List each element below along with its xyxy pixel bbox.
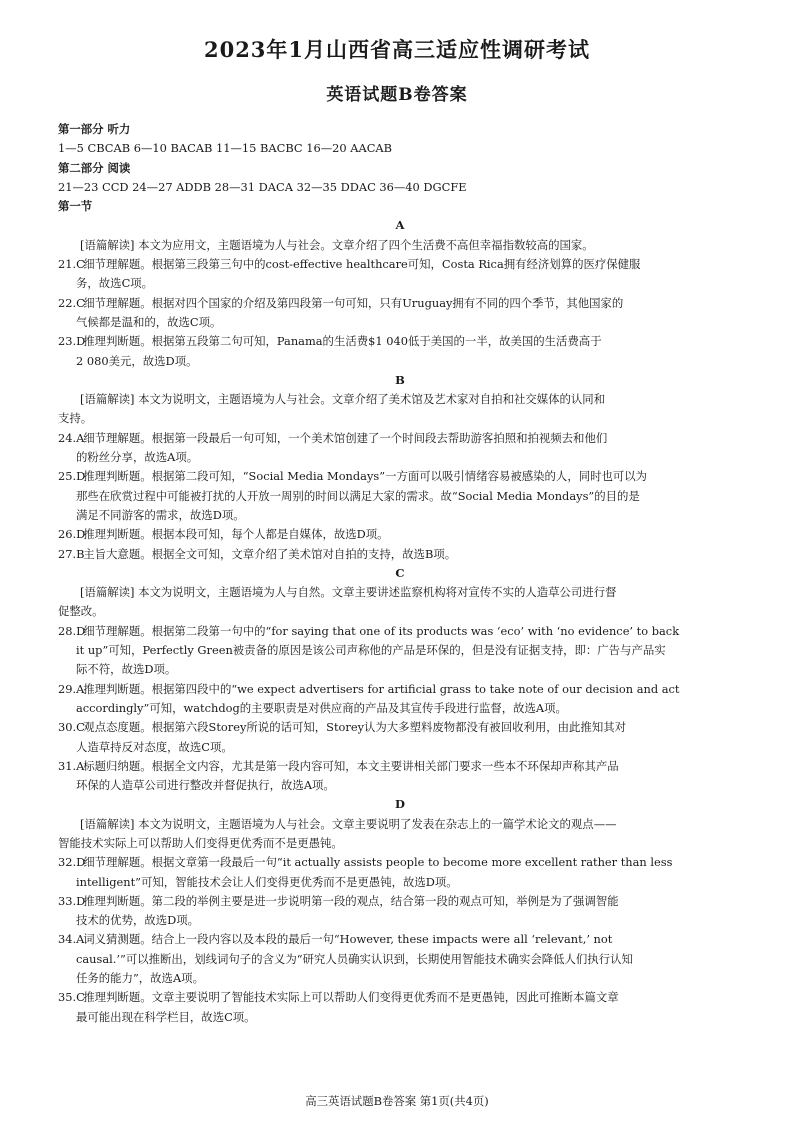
question-35 <box>58 988 742 1027</box>
question-text: 词义猜测题。结合上一段内容以及本段的最后一句“However, these impacts were all ‘relevant,’ not <box>83 932 613 947</box>
question-text: 推理判断题。第二段的举例主要是进一步说明第一段的观点，结合第一段的观点可知，举例是为了强调智能 <box>83 893 619 908</box>
passage-d-analysis: [语篇解读] 本文为说明文，主题语境为人与社会。文章主要说明了发表在杂志上的一篇学术论文的观点—— <box>80 816 617 831</box>
question-number: 21.C <box>58 257 85 272</box>
question-number: 27.B <box>58 546 85 561</box>
question-text-cont: 环保的人造草公司进行整改并督促执行，故选A项。 <box>76 778 335 793</box>
passage-b-letter: B <box>395 372 405 387</box>
question-21 <box>58 255 742 294</box>
question-26 <box>58 525 742 544</box>
question-number: 31.A <box>58 758 85 773</box>
question-text-cont: 人造草持反对态度，故选C项。 <box>76 739 233 754</box>
question-text: 推理判断题。根据第五段第二句可知，Panama的生活费$1 040低于美国的一半，故美国的生活费高于 <box>83 334 602 349</box>
passage-c-letter: C <box>395 565 405 580</box>
question-text-cont: intelligent”可知，智能技术会让人们变得更优秀而不是更愚钝，故选D项。 <box>76 874 458 889</box>
question-text-cont: 气候都是温和的，故选C项。 <box>76 314 222 329</box>
question-text-cont: 际不符，故选D项。 <box>76 662 177 677</box>
exam-subtitle: 英语试题B卷答案 <box>326 85 468 105</box>
question-text-cont: 2 080美元，故选D项。 <box>76 353 198 368</box>
question-text-cont: 满足不同游客的需求，故选D项。 <box>76 507 245 522</box>
passage-d-letter: D <box>395 797 405 812</box>
passage-a-letter: A <box>395 218 405 233</box>
question-text-cont: accordingly”可知，watchdog的主要职责是对供应商的产品及其宣传手段进行监督，故选A项。 <box>76 700 567 715</box>
question-29 <box>58 680 742 719</box>
passage-b-analysis: [语篇解读] 本文为说明文，主题语境为人与社会。文章介绍了美术馆及艺术家对自拍和社交媒体的认同和 <box>80 392 606 407</box>
part2-answers: 21—23 CCD 24—27 ADDB 28—31 DACA 32—35 DDAC 36—40 DGCFE <box>58 179 467 194</box>
question-number: 22.C <box>58 295 85 310</box>
question-22 <box>58 294 742 333</box>
question-32 <box>58 853 742 892</box>
question-25 <box>58 467 742 525</box>
question-23 <box>58 332 742 371</box>
question-text-cont: 技术的优势，故选D项。 <box>76 913 200 928</box>
exam-title: 2023年1月山西省高三适应性调研考试 <box>203 37 591 62</box>
section1-heading: 第一节 <box>58 199 93 214</box>
passage-c-analysis-cont: 促整改。 <box>58 604 104 619</box>
question-text-cont: 那些在欣赏过程中可能被打扰的人开放一周别的时间以满足大家的需求。故“Social Media Mondays”的目的是 <box>76 488 640 503</box>
question-text: 细节理解题。根据对四个国家的介绍及第四段第一句可知，只有Uruguay拥有不同的四个季节，其他国家的 <box>83 295 624 310</box>
question-28 <box>58 622 742 680</box>
question-number: 35.C <box>58 990 85 1005</box>
question-text: 推理判断题。根据第四段中的“we expect advertisers for artificial grass to take note of our decision and act <box>83 681 680 696</box>
question-31 <box>58 757 742 796</box>
question-text: 推理判断题。根据本段可知，每个人都是自媒体，故选D项。 <box>83 527 389 542</box>
question-number: 25.D <box>58 469 86 484</box>
question-27 <box>58 545 742 564</box>
answer-body <box>58 120 742 1027</box>
question-number: 29.A <box>58 681 85 696</box>
question-34 <box>58 930 742 988</box>
question-number: 24.A <box>58 430 85 445</box>
question-text: 主旨大意题。根据全文可知，文章介绍了美术馆对自拍的支持，故选B项。 <box>83 546 457 561</box>
question-number: 30.C <box>58 720 85 735</box>
question-number: 33.D <box>58 893 86 908</box>
question-30 <box>58 718 742 757</box>
question-number: 26.D <box>58 527 86 542</box>
question-text-cont: 的粉丝分享，故选A项。 <box>76 450 199 465</box>
question-text: 标题归纳题。根据全文内容，尤其是第一段内容可知，本文主要讲相关部门要求一些本不环保却声称其产品 <box>83 758 619 773</box>
question-24 <box>58 429 742 468</box>
question-text: 观点态度题。根据第六段Storey所说的话可知，Storey认为大多塑料废物都没有被回收利用，由此推知其对 <box>83 720 626 735</box>
question-text: 细节理解题。根据第二段第一句中的“for saying that one of its products was ‘eco’ with ‘no evidence’ to back <box>83 623 680 638</box>
question-number: 28.D <box>58 623 86 638</box>
question-text: 细节理解题。根据文章第一段最后一句“it actually assists people to become more excellent rather than less <box>83 855 673 870</box>
part1-heading: 第一部分 听力 <box>58 122 131 136</box>
question-text-cont: 任务的能力”，故选A项。 <box>76 971 204 986</box>
page-footer: 高三英语试题B卷答案 第1页(共4页) <box>305 1094 489 1108</box>
question-text: 推理判断题。文章主要说明了智能技术实际上可以帮助人们变得更优秀而不是更愚钝，因此可推断本篇文章 <box>83 990 619 1005</box>
question-text-cont: causal.’”可以推断出，划线词句子的含义为“研究人员确实认识到，长期使用智能技术确实会降低人们执行认知 <box>76 951 633 966</box>
passage-c-analysis: [语篇解读] 本文为说明文，主题语境为人与自然。文章主要讲述监察机构将对宣传不实的人造草公司进行督 <box>80 585 617 600</box>
passage-a-analysis: [语篇解读] 本文为应用文，主题语境为人与社会。文章介绍了四个生活费不高但幸福指数较高的国家。 <box>80 237 594 252</box>
question-number: 32.D <box>58 855 86 870</box>
part2-heading: 第二部分 阅读 <box>58 160 131 175</box>
question-text: 细节理解题。根据第一段最后一句可知，一个美术馆创建了一个时间段去帮助游客拍照和拍视频去和他们 <box>83 430 608 445</box>
question-text: 推理判断题。根据第二段可知，“Social Media Mondays”一方面可以吸引情绪容易被感染的人，同时也可以为 <box>83 469 648 484</box>
question-text-cont: 务，故选C项。 <box>76 276 154 291</box>
question-number: 23.D <box>58 334 86 349</box>
part1-answers: 1—5 CBCAB 6—10 BACAB 11—15 BACBC 16—20 AACAB <box>58 141 393 156</box>
passage-d-analysis-cont: 智能技术实际上可以帮助人们变得更优秀而不是更愚钝。 <box>58 835 343 850</box>
question-33 <box>58 892 742 931</box>
question-number: 34.A <box>58 932 85 947</box>
question-text-cont: 最可能出现在科学栏目，故选C项。 <box>76 1009 256 1024</box>
question-text: 细节理解题。根据第三段第三句中的cost-effective healthcare可知，Costa Rica拥有经济划算的医疗保健服 <box>83 257 641 272</box>
question-text-cont: it up”可知，Perfectly Green被责备的原因是该公司声称他的产品是环保的，但是没有证据支持，即：广告与产品实 <box>76 643 666 658</box>
passage-b-analysis-cont: 支持。 <box>58 411 93 426</box>
